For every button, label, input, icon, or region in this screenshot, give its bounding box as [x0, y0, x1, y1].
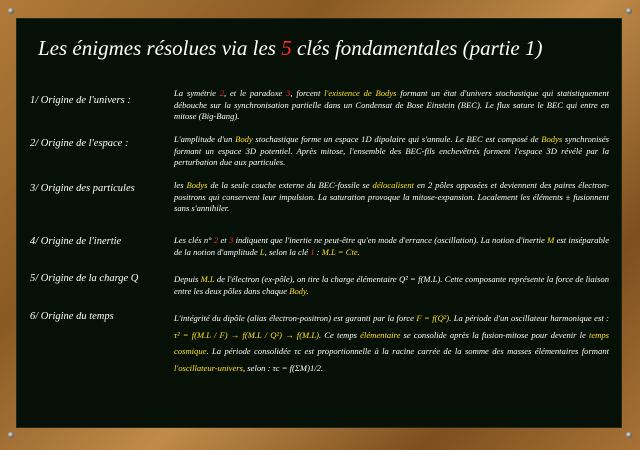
row-text-particules — [174, 180, 609, 215]
row-label-univers: 1/ Origine de l'univers : — [30, 95, 131, 106]
text-segment: , selon : τc = f(ΣM)1/2. — [242, 362, 324, 373]
text-segment: Body — [235, 134, 253, 144]
text-segment: L — [259, 246, 265, 257]
text-segment: . La période d'un oscillateur harmonique est : — [449, 313, 609, 323]
text-segment: de la seule couche externe du BEC-fossile se — [207, 180, 373, 190]
text-segment: . — [306, 285, 309, 296]
row-label-temps: 6/ Origine du temps — [30, 311, 114, 322]
title-after: clés fondamentales (partie 1) — [291, 36, 543, 60]
text-segment: τ² = f(M.L / F) → f(M.L / Q²) → f(M.L) — [174, 329, 319, 340]
text-segment: . Ce temps — [319, 329, 361, 340]
nail-icon — [626, 8, 632, 14]
nail-icon — [8, 8, 14, 14]
title-before: Les énigmes résolues via les — [38, 36, 282, 60]
text-segment: F = f(Q²) — [416, 313, 450, 323]
text-segment: : — [314, 246, 322, 257]
row-text-charge — [174, 274, 609, 297]
text-segment: stochastique forme un espace 1D dipolaire qui s'annule. Le BEC est composé de — [252, 134, 542, 144]
text-segment: , et le paradoxe — [224, 88, 287, 98]
row-text-temps — [174, 310, 609, 376]
text-segment: M.L — [200, 274, 215, 284]
text-segment: 1 — [310, 246, 315, 257]
row-label-particules: 3/ Origine des particules — [30, 183, 135, 194]
text-segment: délocalisent — [372, 180, 415, 190]
text-segment: 3 — [228, 235, 234, 245]
text-segment: synchronisés formant un espace 3D potentiel. Après mitose, l'ensemble des BEC-fils enchevêtrés forment l'espace 3D révélé par la perturbation due aux particules. — [174, 134, 609, 168]
text-segment: et — [218, 235, 229, 245]
text-segment: Depuis — [174, 274, 201, 284]
text-segment: M — [547, 235, 555, 245]
text-segment: formant un état d'univers stochastique qui statistiquement débouche sur la synchronisation partielle dans un Condensat de Bose Einstein (BEC). Le flux sature le BEC qui entre en mitose (Big-Bang). — [174, 88, 610, 122]
row-label-espace: 2/ Origine de l'espace : — [30, 138, 129, 149]
text-segment: Bodys — [541, 134, 563, 144]
text-segment: La symétrie — [174, 88, 220, 98]
text-segment: 2 — [219, 88, 225, 98]
page-title — [38, 36, 598, 61]
text-segment: Les clés n° — [174, 235, 214, 245]
nail-icon — [626, 432, 632, 438]
text-segment: . La période consolidée τc est proportionnelle à la racine carrée de la somme des masses élémentaires formant — [206, 346, 609, 356]
row-label-inertie: 4/ Origine de l'inertie — [30, 236, 122, 247]
text-segment: l'oscillateur-univers — [174, 362, 243, 373]
row-text-espace — [174, 134, 609, 169]
text-segment: 3 — [286, 88, 291, 98]
chalkboard — [16, 18, 622, 428]
text-segment: Body — [289, 285, 307, 296]
text-segment: L'amplitude d'un — [174, 134, 236, 144]
text-segment: de l'électron (ex-pôle), on tire la charge élémentaire Q² = f(M.L). Cette composante représente la force de liaison entre les deux pôles dans chaque — [174, 274, 609, 296]
text-segment: 2 — [213, 235, 219, 245]
row-text-univers — [174, 88, 609, 123]
text-segment: L'intégrité du dipôle (alias électron-positron) est garanti par la force — [174, 313, 417, 323]
text-segment: se consolide après la fusion-mitose pour devenir le — [400, 329, 589, 340]
text-segment: Bodys — [186, 180, 208, 190]
text-segment: en 2 pôles opposées et deviennent des paires électron-positrons qui conservent leur impulsion. La saturation provoque la mitose-expansion. Localement les éléments ± fusionnent sans s'annihiler. — [174, 180, 609, 214]
title-number: 5 — [281, 36, 292, 60]
text-segment: M.L = Cte. — [321, 246, 360, 257]
text-segment: , selon la clé — [264, 246, 311, 257]
row-label-charge: 5/ Origine de la charge Q — [30, 273, 139, 284]
text-segment: , forcent — [290, 88, 325, 98]
text-segment: élémentaire — [360, 329, 401, 340]
text-segment: temps cosmique — [174, 329, 609, 356]
text-segment: est inséparable de la notion d'amplitude — [174, 235, 610, 257]
text-segment: les — [174, 180, 187, 190]
nail-icon — [8, 432, 14, 438]
text-segment: l'existence de Bodys — [324, 88, 397, 98]
row-text-inertie — [174, 235, 609, 258]
text-segment: indiquent que l'inertie ne peut-être qu'en mode d'errance (oscillation). La notion d'inertie — [233, 235, 548, 245]
